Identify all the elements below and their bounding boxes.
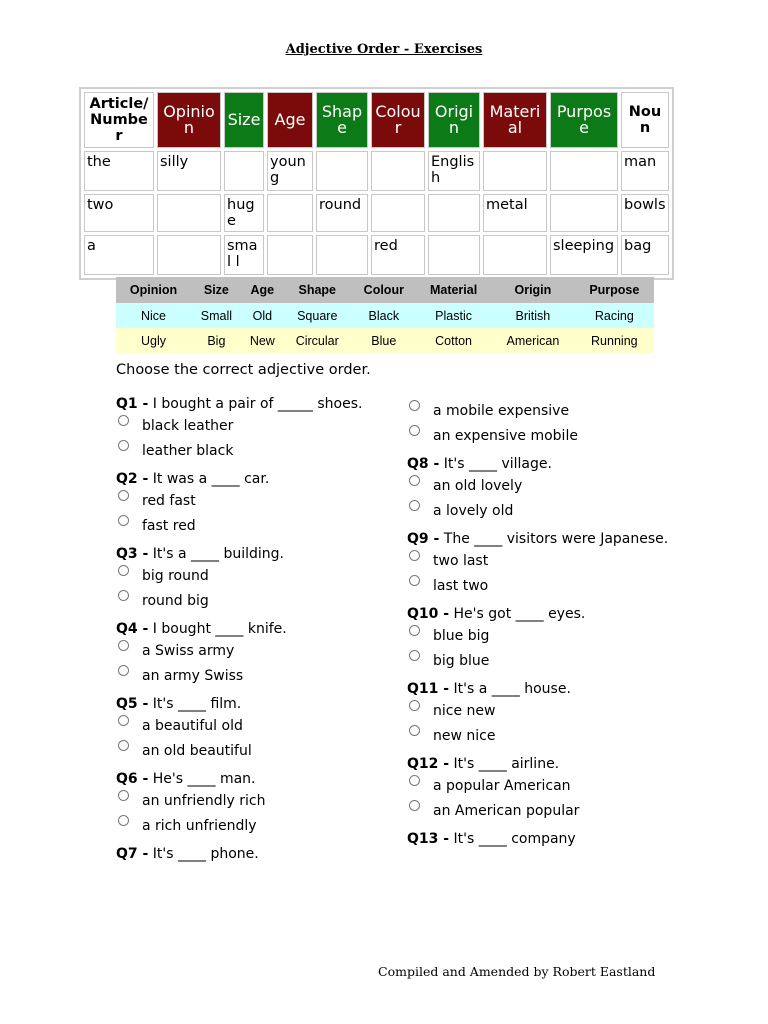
example-header: Purpose: [575, 277, 654, 303]
page-title: Adjective Order - Exercises: [285, 42, 483, 57]
option-label: leather black: [142, 443, 234, 459]
question-text: [116, 471, 386, 487]
example-header: Size: [191, 277, 242, 303]
order-cell: a: [84, 235, 154, 275]
question-block: [407, 531, 677, 599]
option-label: big blue: [433, 653, 490, 669]
order-cell: round: [316, 194, 368, 232]
order-cell: [550, 194, 618, 232]
question-prompt: It's ____ airline.: [453, 756, 560, 772]
option-label: last two: [433, 578, 489, 594]
radio-button[interactable]: [409, 650, 420, 661]
question-number: Q7 -: [116, 846, 149, 862]
example-cell: Old: [242, 303, 283, 328]
example-cell: Blue: [352, 328, 416, 354]
radio-button[interactable]: [409, 400, 420, 411]
question-block: [116, 396, 386, 464]
answer-option[interactable]: [407, 774, 677, 799]
option-label: a popular American: [433, 778, 571, 794]
radio-button[interactable]: [409, 425, 420, 436]
header-shape: Shap e: [316, 92, 368, 148]
order-cell: [550, 151, 618, 191]
answer-option[interactable]: [407, 724, 677, 749]
question-text: [116, 396, 386, 412]
order-cell: Englis h: [428, 151, 480, 191]
question-block: [116, 621, 386, 689]
radio-button[interactable]: [409, 550, 420, 561]
option-label: fast red: [142, 518, 196, 534]
question-number: Q6 -: [116, 771, 149, 787]
header-origin: Origi n: [428, 92, 480, 148]
option-label: two last: [433, 553, 489, 569]
question-text: [116, 546, 386, 562]
order-table-header-row: [84, 92, 669, 148]
order-cell: silly: [157, 151, 221, 191]
example-cell: Ugly: [116, 328, 191, 354]
question-text: [116, 621, 386, 637]
radio-button[interactable]: [118, 665, 129, 676]
order-cell: red: [371, 235, 425, 275]
order-cell: sleeping: [550, 235, 618, 275]
example-cell: Cotton: [416, 328, 491, 354]
radio-button[interactable]: [118, 440, 129, 451]
example-cell: British: [491, 303, 575, 328]
answer-option[interactable]: [116, 564, 386, 589]
order-cell: [428, 235, 480, 275]
option-label: an American popular: [433, 803, 580, 819]
example-adjectives-table: [116, 277, 654, 354]
order-table-row: [84, 151, 669, 191]
question-text: [407, 756, 677, 772]
example-header: Age: [242, 277, 283, 303]
question-text: [116, 771, 386, 787]
option-label: a beautiful old: [142, 718, 243, 734]
question-block: [116, 471, 386, 539]
question-number: Q4 -: [116, 621, 149, 637]
questions-left-column: [116, 396, 386, 869]
radio-button[interactable]: [409, 500, 420, 511]
question-prompt: The ____ visitors were Japanese.: [443, 531, 669, 547]
option-label: blue big: [433, 628, 490, 644]
order-cell: bag: [621, 235, 669, 275]
option-label: an old beautiful: [142, 743, 252, 759]
option-label: a Swiss army: [142, 643, 235, 659]
answer-option[interactable]: [407, 424, 677, 449]
answer-option[interactable]: [407, 499, 677, 524]
question-prompt: I bought ____ knife.: [152, 621, 287, 637]
question-text: [407, 456, 677, 472]
question-q7-options: [407, 399, 677, 449]
order-cell: [483, 151, 547, 191]
radio-button[interactable]: [409, 725, 420, 736]
order-cell: [157, 194, 221, 232]
example-row: [116, 328, 654, 354]
question-block: [116, 546, 386, 614]
radio-button[interactable]: [118, 815, 129, 826]
option-label: a lovely old: [433, 503, 514, 519]
radio-button[interactable]: [409, 575, 420, 586]
order-cell: [267, 194, 313, 232]
answer-option[interactable]: [407, 799, 677, 824]
header-size: Size: [224, 92, 264, 148]
question-prompt: He's ____ man.: [152, 771, 256, 787]
example-cell: Circular: [283, 328, 352, 354]
example-header: Material: [416, 277, 491, 303]
option-label: an expensive mobile: [433, 428, 578, 444]
example-cell: Nice: [116, 303, 191, 328]
radio-button[interactable]: [118, 415, 129, 426]
order-cell: huge: [224, 194, 264, 232]
order-cell: two: [84, 194, 154, 232]
answer-option[interactable]: [116, 589, 386, 614]
question-prompt: It's ____ film.: [152, 696, 242, 712]
question-number: Q3 -: [116, 546, 149, 562]
question-number: Q1 -: [116, 396, 149, 412]
question-block: [407, 831, 677, 847]
header-material: Materi al: [483, 92, 547, 148]
instruction-text: Choose the correct adjective order.: [116, 362, 371, 378]
order-cell: [267, 235, 313, 275]
order-cell: bowls: [621, 194, 669, 232]
question-prompt: He's got ____ eyes.: [453, 606, 586, 622]
question-block: [116, 846, 386, 862]
answer-option[interactable]: [116, 439, 386, 464]
question-prompt: It's ____ village.: [443, 456, 552, 472]
question-prompt: It's ____ company: [453, 831, 576, 847]
example-cell: Plastic: [416, 303, 491, 328]
example-header: Shape: [283, 277, 352, 303]
answer-option[interactable]: [116, 514, 386, 539]
question-block: [116, 771, 386, 839]
answer-option[interactable]: [407, 574, 677, 599]
question-number: Q2 -: [116, 471, 149, 487]
example-cell: Black: [352, 303, 416, 328]
example-header: Colour: [352, 277, 416, 303]
option-label: round big: [142, 593, 209, 609]
order-cell: the: [84, 151, 154, 191]
answer-option[interactable]: [407, 624, 677, 649]
answer-option[interactable]: [116, 789, 386, 814]
radio-button[interactable]: [118, 790, 129, 801]
order-cell: [224, 151, 264, 191]
answer-option[interactable]: [116, 664, 386, 689]
questions-right-column: [407, 399, 677, 854]
option-label: an army Swiss: [142, 668, 244, 684]
example-header: Origin: [491, 277, 575, 303]
header-opinion: Opinio n: [157, 92, 221, 148]
header-article: Article/ Numbe r: [84, 92, 154, 148]
order-cell: [371, 194, 425, 232]
radio-button[interactable]: [118, 515, 129, 526]
radio-button[interactable]: [118, 590, 129, 601]
question-text: [116, 846, 386, 862]
answer-option[interactable]: [116, 714, 386, 739]
question-prompt: It's a ____ house.: [453, 681, 571, 697]
example-header: Opinion: [116, 277, 191, 303]
question-block: [407, 606, 677, 674]
answer-option[interactable]: [407, 474, 677, 499]
order-cell: [157, 235, 221, 275]
option-label: new nice: [433, 728, 496, 744]
answer-option[interactable]: [116, 639, 386, 664]
example-row: [116, 303, 654, 328]
order-cell: smal l: [224, 235, 264, 275]
option-label: a mobile expensive: [433, 403, 570, 419]
answer-option[interactable]: [407, 699, 677, 724]
answer-option[interactable]: [116, 739, 386, 764]
order-table-row: [84, 235, 669, 275]
radio-button[interactable]: [409, 800, 420, 811]
header-purpose: Purpos e: [550, 92, 618, 148]
option-label: black leather: [142, 418, 234, 434]
option-label: an unfriendly rich: [142, 793, 266, 809]
option-label: an old lovely: [433, 478, 523, 494]
example-cell: Square: [283, 303, 352, 328]
radio-button[interactable]: [409, 700, 420, 711]
question-number: Q11 -: [407, 681, 450, 697]
option-label: nice new: [433, 703, 496, 719]
header-colour: Colou r: [371, 92, 425, 148]
order-cell: metal: [483, 194, 547, 232]
answer-option[interactable]: [116, 489, 386, 514]
radio-button[interactable]: [409, 625, 420, 636]
question-block: [116, 696, 386, 764]
question-number: Q12 -: [407, 756, 450, 772]
question-prompt: I bought a pair of _____ shoes.: [152, 396, 363, 412]
option-label: red fast: [142, 493, 196, 509]
answer-option[interactable]: [407, 549, 677, 574]
question-number: Q9 -: [407, 531, 440, 547]
footer-credit: Compiled and Amended by Robert Eastland: [378, 964, 656, 979]
option-label: a rich unfriendly: [142, 818, 257, 834]
question-number: Q10 -: [407, 606, 450, 622]
question-number: Q8 -: [407, 456, 440, 472]
question-text: [407, 681, 677, 697]
question-text: [407, 606, 677, 622]
radio-button[interactable]: [118, 565, 129, 576]
question-text: [407, 831, 677, 847]
question-number: Q13 -: [407, 831, 450, 847]
order-cell: [371, 151, 425, 191]
question-prompt: It's ____ phone.: [152, 846, 259, 862]
question-block: [407, 456, 677, 524]
option-label: big round: [142, 568, 209, 584]
example-cell: Big: [191, 328, 242, 354]
example-cell: Running: [575, 328, 654, 354]
example-cell: American: [491, 328, 575, 354]
radio-button[interactable]: [409, 775, 420, 786]
radio-button[interactable]: [118, 640, 129, 651]
order-cell: [316, 235, 368, 275]
radio-button[interactable]: [118, 715, 129, 726]
question-prompt: It was a ____ car.: [152, 471, 270, 487]
example-cell: New: [242, 328, 283, 354]
radio-button[interactable]: [118, 740, 129, 751]
radio-button[interactable]: [409, 475, 420, 486]
question-text: [407, 531, 677, 547]
order-cell: [428, 194, 480, 232]
answer-option[interactable]: [116, 814, 386, 839]
radio-button[interactable]: [118, 490, 129, 501]
order-cell: [316, 151, 368, 191]
order-table-row: [84, 194, 669, 232]
question-block: [407, 756, 677, 824]
order-cell: man: [621, 151, 669, 191]
example-cell: Small: [191, 303, 242, 328]
answer-option[interactable]: [407, 649, 677, 674]
answer-option[interactable]: [407, 399, 677, 424]
header-age: Age: [267, 92, 313, 148]
answer-option[interactable]: [116, 414, 386, 439]
question-text: [116, 696, 386, 712]
order-cell: [483, 235, 547, 275]
question-block: [407, 681, 677, 749]
example-header-row: [116, 277, 654, 303]
header-noun: Noun: [621, 92, 669, 148]
adjective-order-table: [79, 87, 674, 280]
example-cell: Racing: [575, 303, 654, 328]
question-number: Q5 -: [116, 696, 149, 712]
question-prompt: It's a ____ building.: [152, 546, 284, 562]
order-cell: youn g: [267, 151, 313, 191]
